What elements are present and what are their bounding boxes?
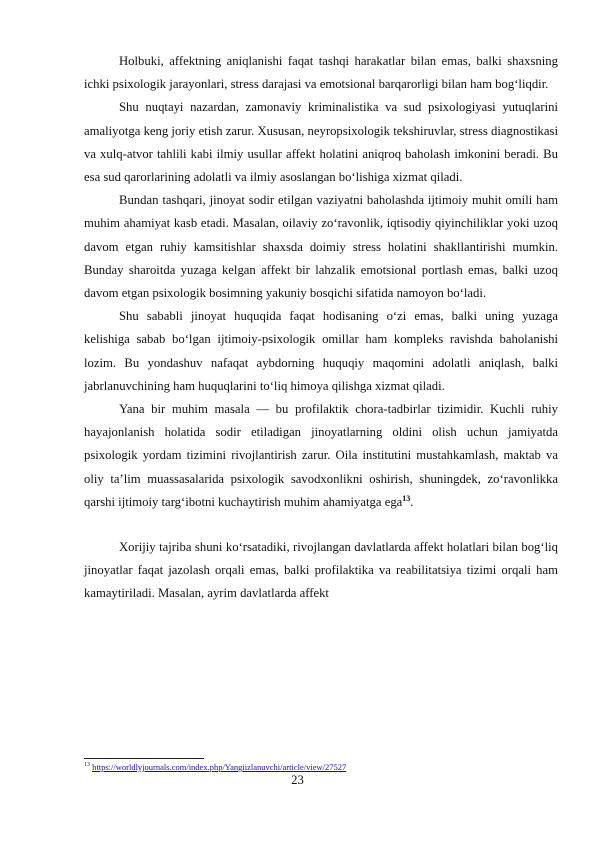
paragraph-5: Yana bir muhim masala — bu profilaktik chora-tadbirlar tizimidir. Kuchli ruhiy hayajonlanish holatida sodir etiladigan jinoyatlarning oldini olish uchun jamiyatda psixologik yordam tizimini rivojlantirish zarur. Oila institutini mustahkamlash, maktab va oliy ta’lim muassasalarida psixologik savodxonlikni oshirish, shuningdek, zo‘ravonlikka qarshi ijtimoiy targ‘ibotni kuchaytirish muhim ahamiyatga ega$^{13}$.	[84, 402, 558, 509]
paragraph-gap	[84, 514, 558, 536]
page-number: 23	[291, 773, 304, 787]
document-body	[84, 50, 558, 606]
paragraph-4: Shu sababli jinoyat huquqida faqat hodisaning o‘zi emas, balki uning yuzaga kelishiga sabab bo‘lgan ijtimoiy-psixologik omillar ham kompleks ravishda baholanishi lozim. Bu yondashuv nafaqat aybdorning huquqiy maqomini adolatli aniqlash, balki jabrlanuvchining ham huquqlarini to‘liq himoya qilishga xizmat qiladi.	[84, 309, 558, 393]
paragraph-3: Bundan tashqari, jinoyat sodir etilgan vaziyatni baholashda ijtimoiy muhit omili ham muhim ahamiyat kasb etadi. Masalan, oilaviy zo‘ravonlik, iqtisodiy qiyinchiliklar yoki uzoq davom etgan ruhiy kamsitishlar shaxsda doimiy stress holatini shakllantirishi mumkin. Bunday sharoitda yuzaga kelgan affekt bir lahzalik emotsional portlash emas, balki uzoq davom etgan psixologik bosimning yakuniy bosqichi sifatida namoyon bo‘ladi.	[84, 193, 558, 301]
footnote	[84, 760, 346, 773]
paragraph-1: Holbuki, affektning aniqlanishi faqat tashqi harakatlar bilan emas, balki shaxsning ichki psixologik jarayonlari, stress darajasi va emotsional barqarorligi bilan ham bog‘liqdir.	[84, 54, 558, 92]
footnote-link[interactable]: https://worldlyjournals.com/index.php/Yangiizlanuvchi/article/view/27527	[92, 761, 347, 772]
footnote-separator	[84, 758, 204, 759]
paragraph-2: Shu nuqtayi nazardan, zamonaviy kriminalistika va sud psixologiyasi yutuqlarini amaliyotga keng joriy etish zarur. Xususan, neyropsixologik tekshiruvlar, stress diagnostikasi va xulq-atvor tahlili kabi ilmiy usullar affekt holatini aniqroq baholash imkonini beradi. Bu esa sud qarorlarining adolatli va ilmiy asoslangan bo‘lishiga xizmat qiladi.	[84, 100, 558, 185]
footnote-number: 13	[84, 762, 90, 768]
paragraph-6: Xorijiy tajriba shuni ko‘rsatadiki, rivojlangan davlatlarda affekt holatlari bilan bog‘liq jinoyatlar faqat jazolash orqali emas, balki profilaktika va reabilitatsiya tizimi orqali ham kamaytiriladi. Masalan, ayrim davlatlarda affekt	[84, 540, 558, 601]
paragraph-5-text: Yana bir muhim masala — bu profilaktik chora-tadbirlar tizimidir. Kuchli ruhiy hayajonlanish holatida sodir etiladigan jinoyatlarning oldini olish uchun jamiyatda psixologik yordam tizimini rivojlantirish zarur. Oila institutini mustahkamlash, maktab va oliy ta’lim muassasalarida psixologik savodxonlikni oshirish, shuningdek, zo‘ravonlikka qarshi ijtimoiy targ‘ibotni kuchaytirish muhim ahamiyatga ega	[84, 402, 558, 509]
footnote-reference[interactable]: 13	[402, 493, 411, 503]
